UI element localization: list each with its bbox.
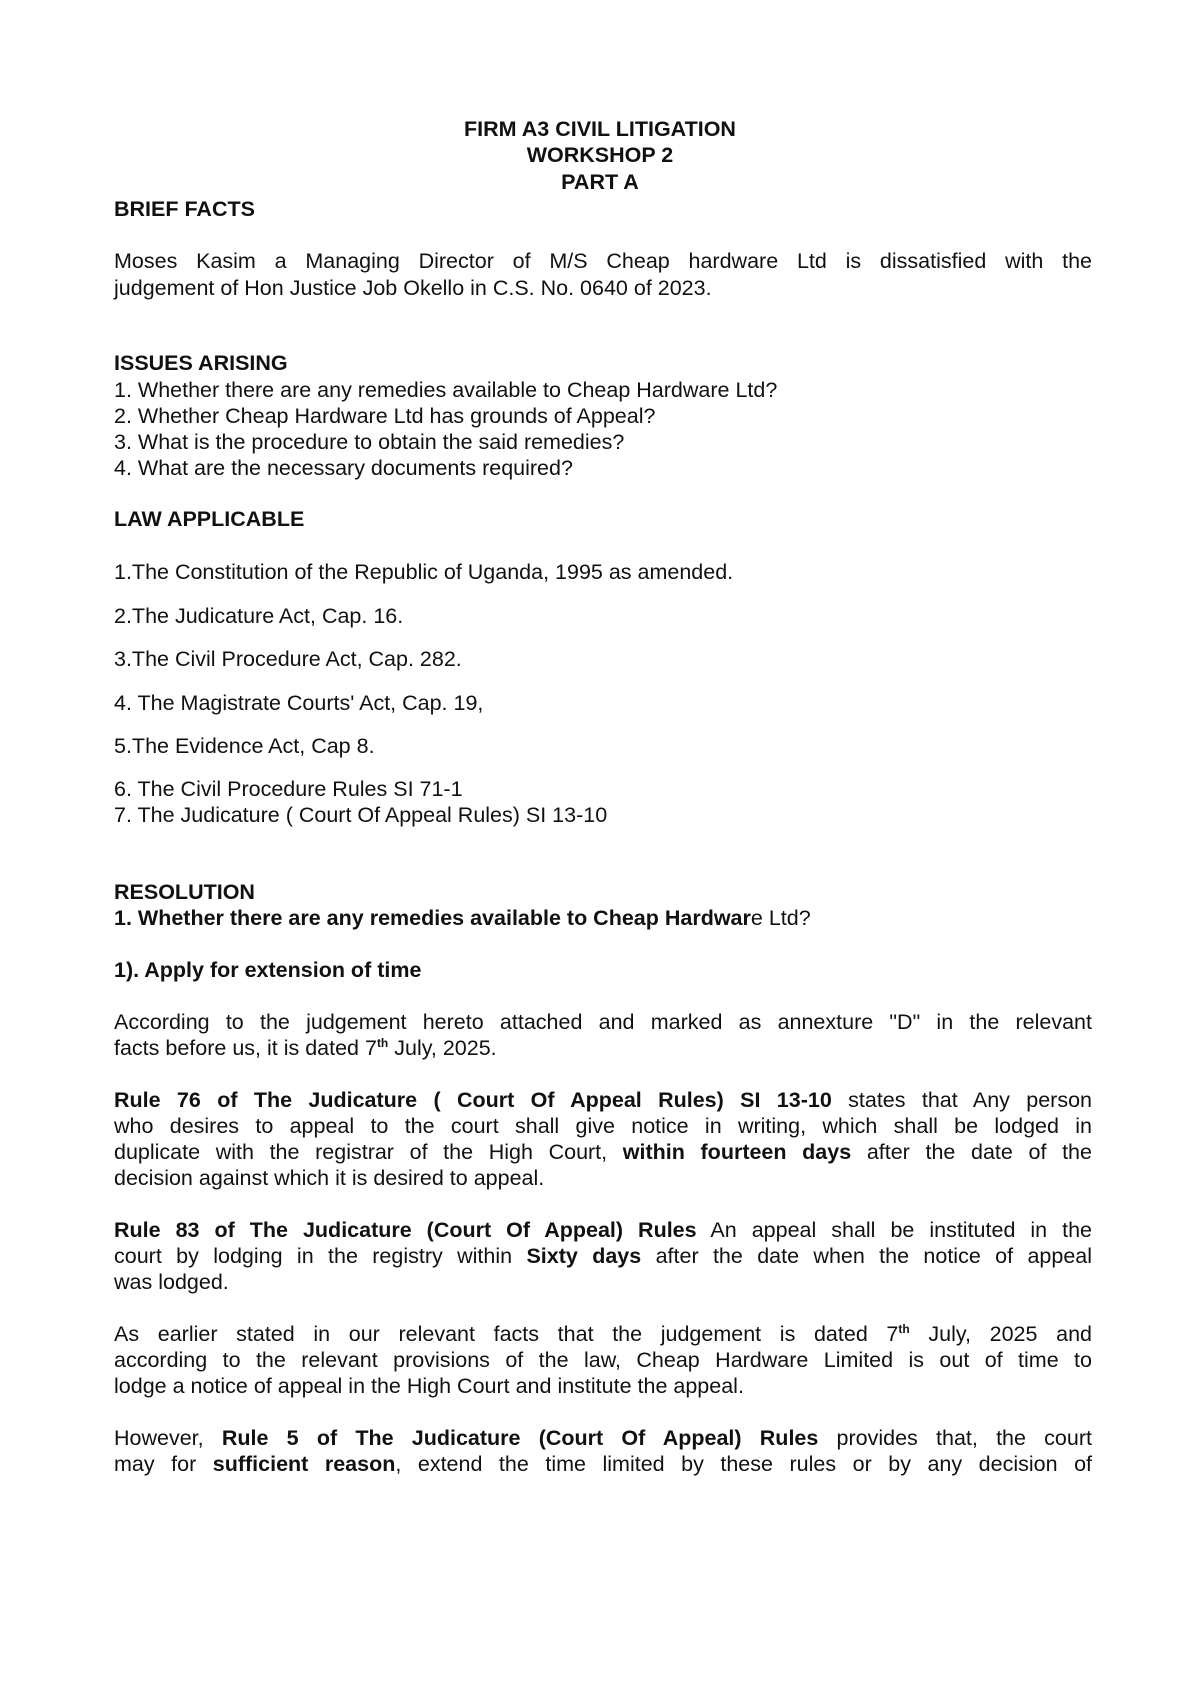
para-3-line-2: court by lodging in the registry within Sixty days after the date when the notice of appeal bbox=[114, 1244, 1093, 1268]
brief-facts-heading: BRIEF FACTS bbox=[114, 197, 255, 221]
resolution-question-1: 1. Whether there are any remedies available to Cheap Hardware Ltd? bbox=[114, 906, 811, 930]
brief-facts-line-1: Moses Kasim a Managing Director of M/S Cheap hardware Ltd is dissatisfied with the bbox=[114, 249, 1092, 273]
law-item-3: 3.The Civil Procedure Act, Cap. 282. bbox=[114, 647, 462, 671]
para-2-line-4: decision against which it is desired to appeal. bbox=[114, 1166, 545, 1190]
para-1-line-2: facts before us, it is dated 7th July, 2025. bbox=[114, 1035, 497, 1060]
issue-item-4: 4. What are the necessary documents required? bbox=[114, 456, 573, 480]
law-heading: LAW APPLICABLE bbox=[114, 507, 305, 531]
para-3-line-3: was lodged. bbox=[114, 1270, 229, 1294]
para-4-line-1: As earlier stated in our relevant facts that the judgement is dated 7th July, 2025 and bbox=[114, 1321, 1092, 1346]
law-item-4: 4. The Magistrate Courts' Act, Cap. 19, bbox=[114, 691, 484, 715]
para-5-line-2: may for sufficient reason, extend the time limited by these rules or by any decision of bbox=[114, 1452, 1093, 1476]
issue-item-1: 1. Whether there are any remedies available to Cheap Hardware Ltd? bbox=[114, 378, 778, 402]
para-4-line-3: lodge a notice of appeal in the High Court and institute the appeal. bbox=[114, 1374, 744, 1398]
para-2-line-2: who desires to appeal to the court shall give notice in writing, which shall be lodged in bbox=[114, 1114, 1092, 1138]
issue-item-2: 2. Whether Cheap Hardware Ltd has grounds of Appeal? bbox=[114, 404, 656, 428]
doc-title: FIRM A3 CIVIL LITIGATION bbox=[464, 117, 736, 141]
law-item-5: 5.The Evidence Act, Cap 8. bbox=[114, 734, 375, 758]
para-2-line-3: duplicate with the registrar of the High Court, within fourteen days after the date of the bbox=[114, 1140, 1092, 1164]
para-5-line-1: However, Rule 5 of The Judicature (Court Of Appeal) Rules provides that, the court bbox=[114, 1426, 1092, 1450]
law-item-2: 2.The Judicature Act, Cap. 16. bbox=[114, 604, 404, 628]
doc-workshop: WORKSHOP 2 bbox=[526, 143, 674, 167]
issues-heading: ISSUES ARISING bbox=[114, 351, 288, 375]
resolution-heading: RESOLUTION bbox=[114, 880, 255, 904]
para-1-line-1: According to the judgement hereto attached and marked as annexture "D" in the relevant bbox=[114, 1010, 1092, 1034]
doc-part: PART A bbox=[561, 170, 639, 194]
resolution-subheading-1: 1). Apply for extension of time bbox=[114, 958, 422, 982]
para-4-line-2: according to the relevant provisions of the law, Cheap Hardware Limited is out of time to bbox=[114, 1348, 1092, 1372]
law-item-1: 1.The Constitution of the Republic of Uganda, 1995 as amended. bbox=[114, 560, 734, 584]
brief-facts-line-2: judgement of Hon Justice Job Okello in C.S. No. 0640 of 2023. bbox=[114, 276, 712, 300]
law-item-7: 7. The Judicature ( Court Of Appeal Rules) SI 13-10 bbox=[114, 803, 608, 827]
para-3-line-1: Rule 83 of The Judicature (Court Of Appeal) Rules An appeal shall be instituted in the bbox=[114, 1218, 1092, 1242]
law-item-6: 6. The Civil Procedure Rules SI 71-1 bbox=[114, 777, 463, 801]
para-2-line-1: Rule 76 of The Judicature ( Court Of Appeal Rules) SI 13-10 states that Any person bbox=[114, 1088, 1092, 1112]
issue-item-3: 3. What is the procedure to obtain the said remedies? bbox=[114, 430, 625, 454]
